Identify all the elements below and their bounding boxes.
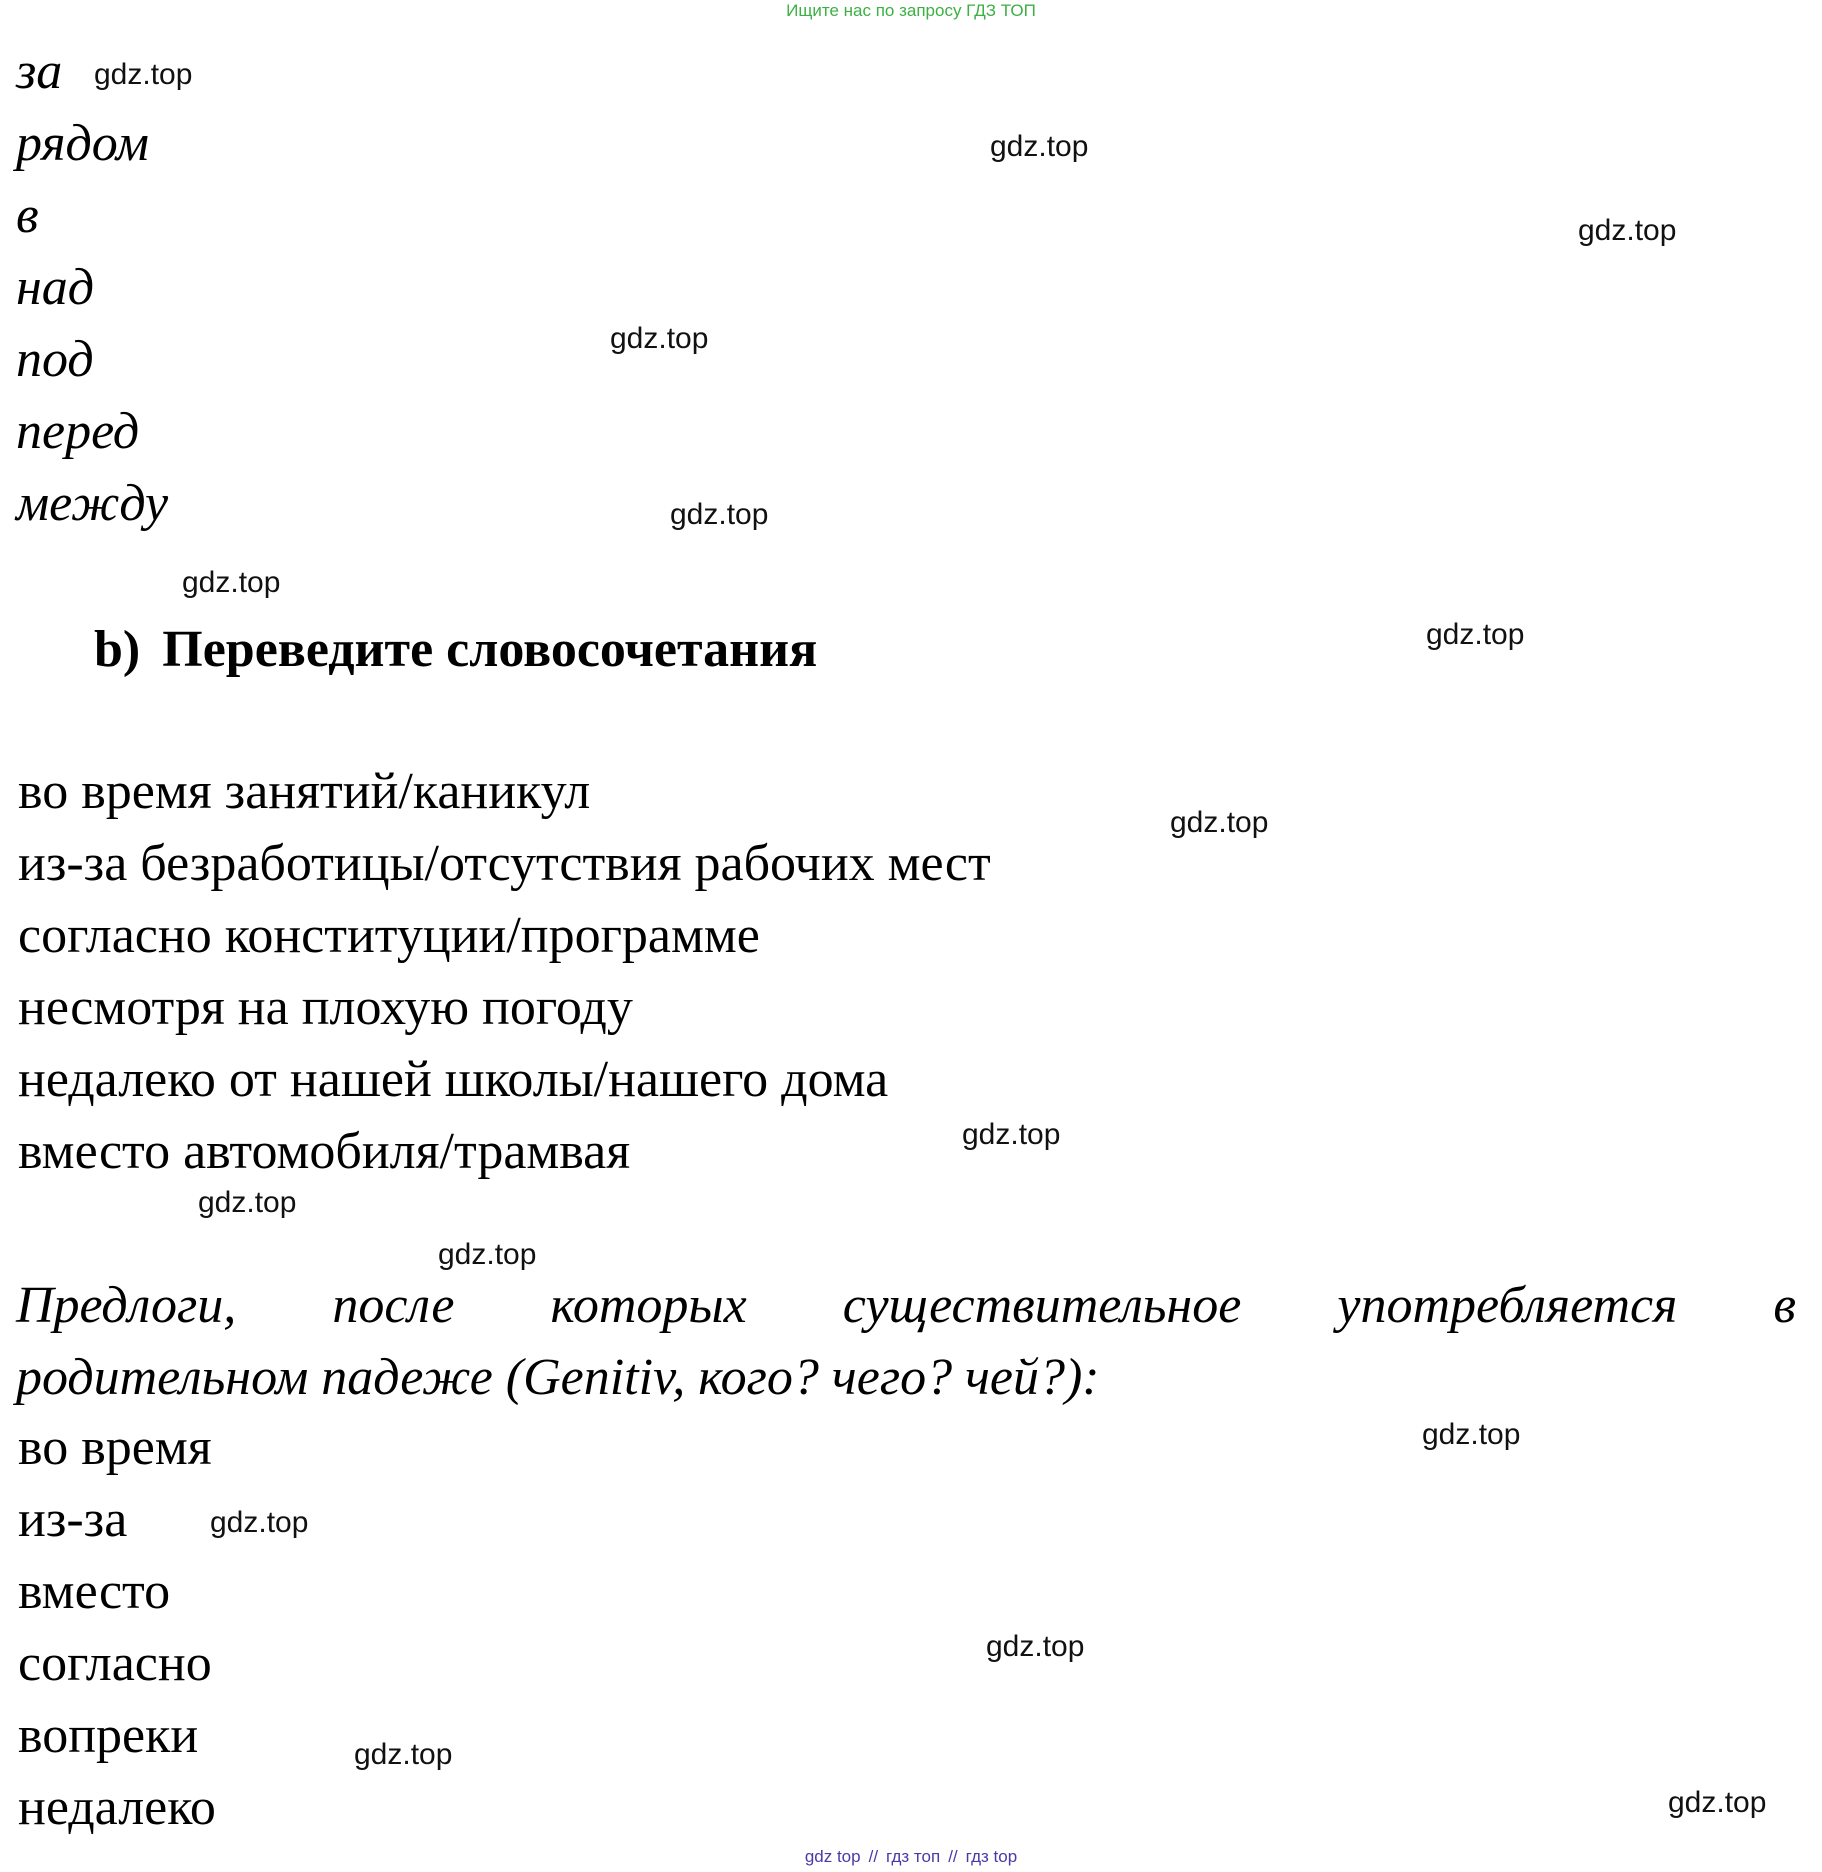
watermark: gdz.top — [182, 566, 281, 599]
rule-word: употребляется — [1337, 1277, 1678, 1334]
top-banner: Ищите нас по запросу ГДЗ ТОП — [786, 1, 1036, 20]
rule-word: после — [332, 1277, 455, 1334]
rule-word: существительное — [842, 1277, 1242, 1334]
phrase-item: вместо автомобиля/трамвая — [18, 1123, 631, 1180]
watermark: gdz.top — [438, 1238, 537, 1271]
footer-part: гдз топ — [886, 1847, 941, 1866]
watermark: gdz.top — [986, 1630, 1085, 1663]
watermark: gdz.top — [1426, 618, 1525, 651]
genitiv-preposition: недалеко — [18, 1779, 216, 1836]
watermark: gdz.top — [670, 498, 769, 531]
preposition-item: рядом — [16, 115, 149, 172]
genitiv-preposition: вместо — [18, 1563, 171, 1620]
footer-separator: // — [948, 1847, 958, 1866]
phrase-item: из-за безработицы/отсутствия рабочих мест — [18, 835, 991, 892]
rule-word: Предлоги, — [16, 1277, 237, 1334]
preposition-item: над — [16, 259, 95, 316]
watermark: gdz.top — [198, 1186, 297, 1219]
footer-separator: // — [868, 1847, 879, 1866]
section-heading — [94, 618, 817, 682]
watermark: gdz.top — [1668, 1786, 1767, 1819]
preposition-item: под — [16, 331, 94, 388]
watermark: gdz.top — [610, 322, 709, 355]
watermark: gdz.top — [1422, 1418, 1521, 1451]
genitiv-preposition: во время — [18, 1419, 212, 1476]
watermark: gdz.top — [990, 130, 1089, 163]
phrase-item: недалеко от нашей школы/нашего дома — [18, 1051, 889, 1108]
watermark: gdz.top — [1170, 806, 1269, 839]
preposition-item: перед — [16, 403, 140, 460]
phrase-item: согласно конституции/программе — [18, 907, 760, 964]
watermark: gdz.top — [962, 1118, 1061, 1151]
genitiv-preposition: из-за — [18, 1491, 128, 1548]
watermark: gdz.top — [94, 58, 193, 91]
section-marker: b) — [94, 621, 141, 678]
footer-part: gdz top — [804, 1847, 861, 1866]
preposition-item: в — [16, 187, 39, 244]
rule-line-1 — [16, 1270, 1796, 1342]
watermark: gdz.top — [354, 1738, 453, 1771]
watermark: gdz.top — [210, 1506, 309, 1539]
footer-part: гдз top — [965, 1847, 1018, 1866]
rule-word: в — [1773, 1277, 1796, 1334]
rule-paragraph — [16, 1270, 1796, 1414]
phrase-item: несмотря на плохую погоду — [18, 979, 633, 1036]
section-title: Переведите словосочетания — [162, 621, 818, 678]
preposition-item: между — [16, 475, 169, 532]
watermark: gdz.top — [1578, 214, 1677, 247]
bottom-footer — [0, 1846, 1822, 1868]
phrase-item: во время занятий/каникул — [18, 763, 591, 820]
rule-line-2: родительном падеже (Genitiv, кого? чего? чей?): — [16, 1349, 1100, 1406]
rule-word: которых — [550, 1277, 747, 1334]
genitiv-preposition: согласно — [18, 1635, 212, 1692]
preposition-item: за — [16, 43, 63, 100]
genitiv-preposition: вопреки — [18, 1707, 199, 1764]
